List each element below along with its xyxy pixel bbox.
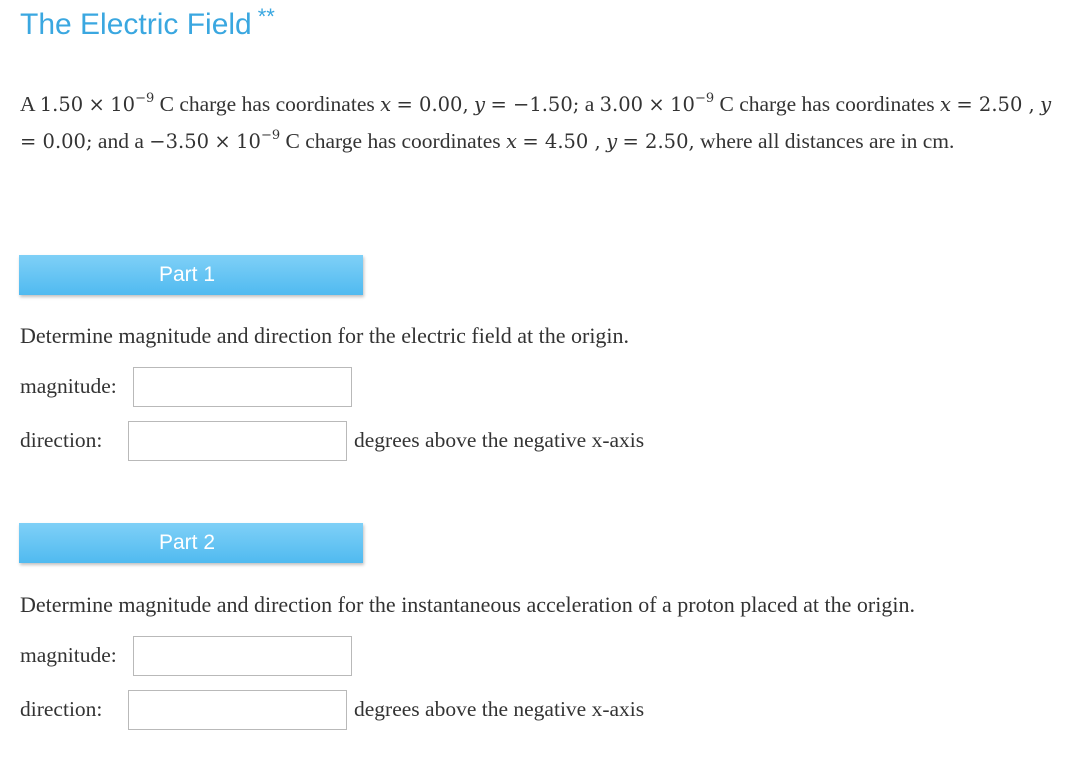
part2-header bbox=[19, 523, 363, 563]
part1-label: Part 1 bbox=[159, 263, 216, 286]
problem-text: C charge has coordinates bbox=[159, 92, 375, 116]
part1-header bbox=[19, 255, 363, 295]
page-title-text: The Electric Field bbox=[20, 8, 252, 41]
charge2-value: 3.00 bbox=[599, 93, 644, 116]
power-exponent: −9 bbox=[135, 91, 155, 106]
charge1-power bbox=[110, 93, 154, 116]
var-x: x bbox=[380, 93, 392, 116]
difficulty-stars: ** bbox=[257, 4, 275, 29]
part2-direction-input[interactable] bbox=[128, 690, 347, 730]
part2-magnitude-input[interactable] bbox=[133, 636, 352, 676]
part2-label: Part 2 bbox=[159, 531, 216, 554]
problem-text: and a bbox=[97, 129, 144, 153]
times-sign: × bbox=[648, 93, 665, 116]
power-base: 10 bbox=[110, 93, 136, 116]
charge2-x: = 2.50 , bbox=[956, 93, 1035, 116]
charge2-y: = 0.00; bbox=[20, 130, 93, 153]
charge3-y: = 2.50, bbox=[622, 130, 695, 153]
power-exponent: −9 bbox=[260, 128, 281, 143]
part2-direction-unit: degrees above the negative x-axis bbox=[354, 697, 645, 721]
part2-direction-label: direction: bbox=[20, 697, 103, 721]
part1-question: Determine magnitude and direction for the electric field at the origin. bbox=[20, 323, 630, 348]
part1-direction-label: direction: bbox=[20, 428, 103, 452]
var-y: y bbox=[606, 130, 618, 153]
power-base: 10 bbox=[236, 130, 261, 153]
charge1-y: = −1.50; bbox=[490, 93, 580, 116]
var-x: x bbox=[940, 93, 952, 116]
power-exponent: −9 bbox=[694, 91, 715, 106]
problem-statement bbox=[20, 86, 1072, 160]
part1-magnitude-label: magnitude: bbox=[20, 374, 117, 398]
problem-text: where all distances are in cm. bbox=[700, 129, 955, 153]
var-x: x bbox=[506, 130, 517, 153]
part2-question: Determine magnitude and direction for the instantaneous acceleration of a proton placed at the origin. bbox=[20, 592, 915, 617]
var-y: y bbox=[474, 93, 486, 116]
problem-text: A bbox=[20, 92, 35, 116]
var-y: y bbox=[1040, 93, 1052, 116]
problem-text: C charge has coordinates bbox=[285, 129, 501, 153]
charge3-power bbox=[236, 130, 280, 153]
charge2-power bbox=[670, 93, 714, 116]
power-base: 10 bbox=[670, 93, 695, 116]
charge1-value: 1.50 bbox=[39, 93, 84, 116]
part2-magnitude-label: magnitude: bbox=[20, 643, 117, 667]
times-sign: × bbox=[214, 130, 231, 153]
part1-magnitude-input[interactable] bbox=[133, 367, 352, 407]
problem-text: C charge has coordinates bbox=[719, 92, 935, 116]
times-sign: × bbox=[88, 93, 105, 116]
part1-direction-input[interactable] bbox=[128, 421, 347, 461]
charge1-x: = 0.00, bbox=[396, 93, 469, 116]
part1-direction-unit: degrees above the negative x-axis bbox=[354, 428, 645, 452]
page-title bbox=[20, 4, 275, 42]
charge3-value: −3.50 bbox=[149, 130, 210, 153]
charge3-x: = 4.50 , bbox=[522, 130, 601, 153]
problem-text: a bbox=[584, 92, 595, 116]
